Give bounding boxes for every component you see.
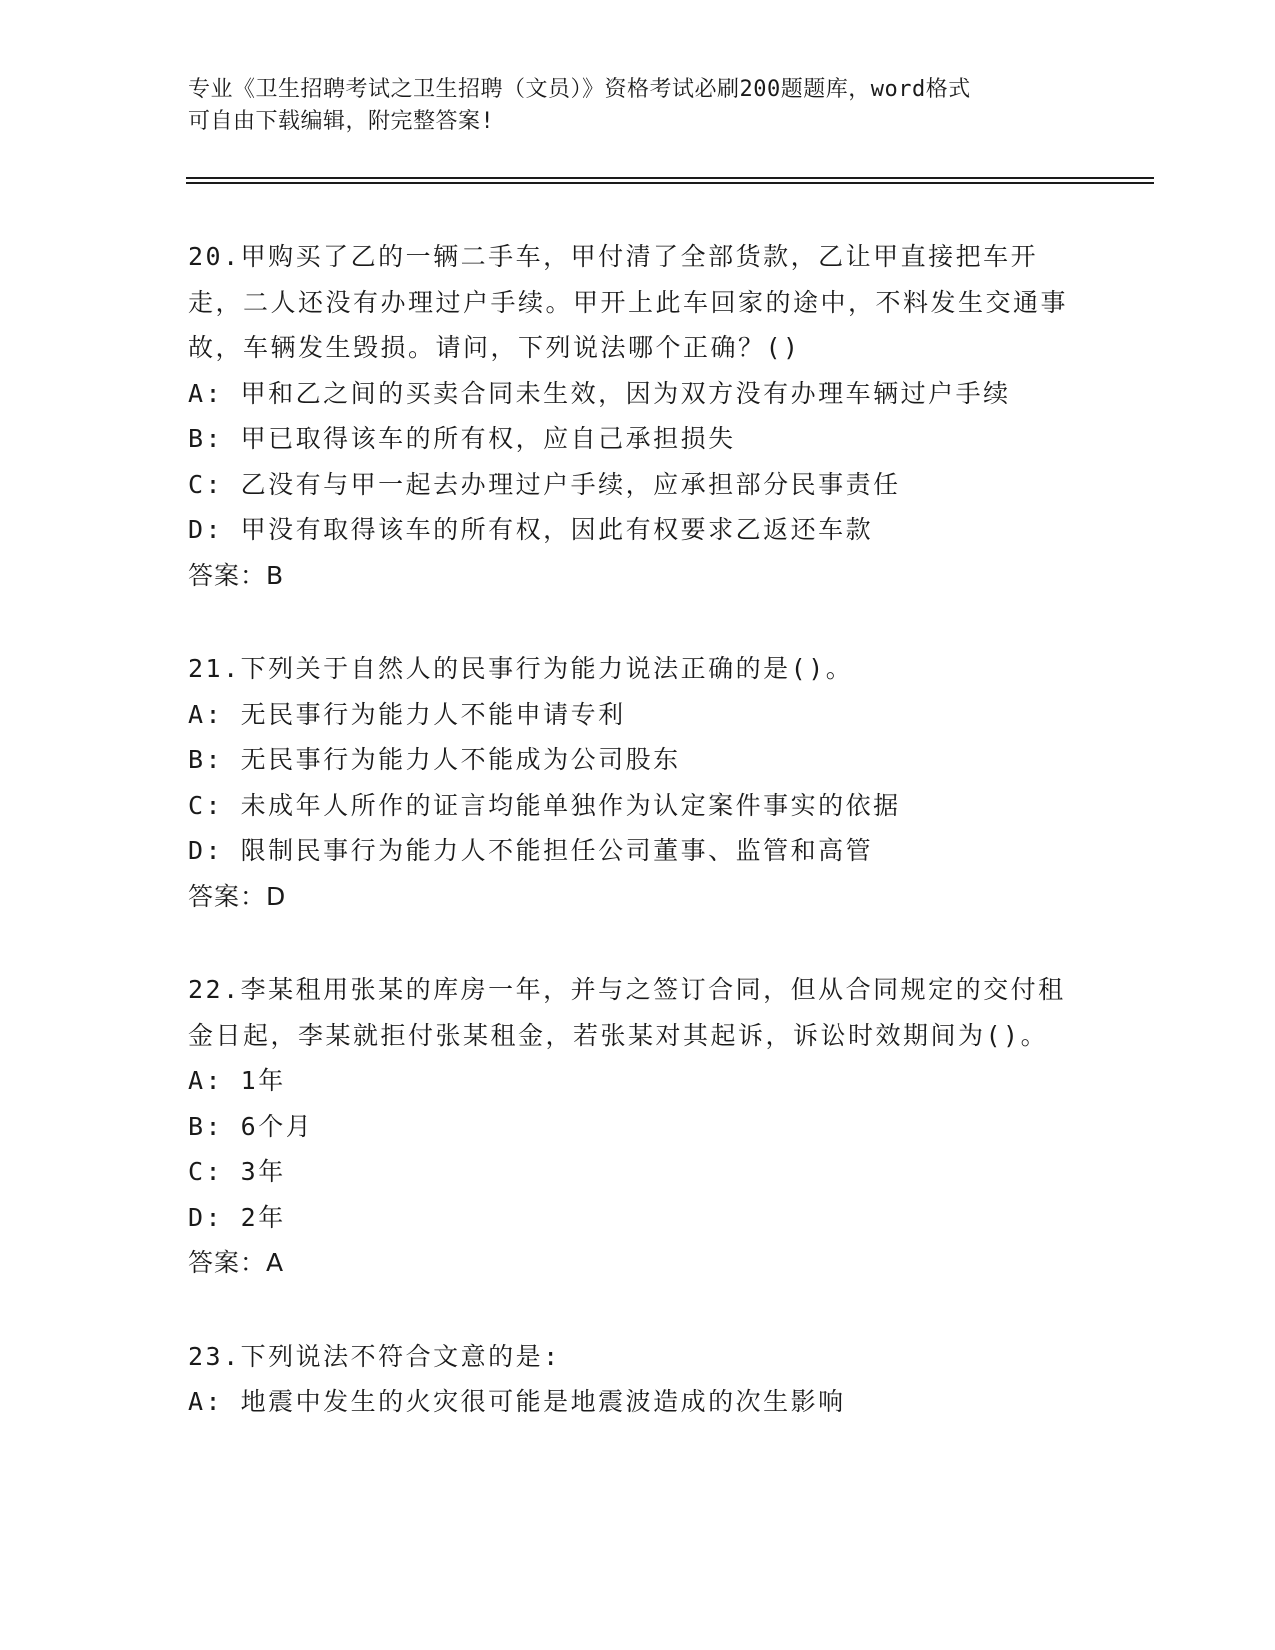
header-line-1: 专业《卫生招聘考试之卫生招聘（文员）》资格考试必刷200题题库，word格式 bbox=[188, 77, 971, 102]
option-d: D: 2年 bbox=[188, 1202, 286, 1232]
answer-line: 答案：B bbox=[188, 560, 285, 590]
option-d: D: 限制民事行为能力人不能担任公司董事、监管和高管 bbox=[188, 836, 874, 865]
question-21 bbox=[188, 646, 1088, 919]
option-d: D: 甲没有取得该车的所有权，因此有权要求乙返还车款 bbox=[188, 515, 874, 544]
answer-line: 答案：D bbox=[188, 881, 287, 911]
option-a: A: 甲和乙之间的买卖合同未生效，因为双方没有办理车辆过户手续 bbox=[188, 378, 1011, 408]
option-b: B: 甲已取得该车的所有权，应自己承担损失 bbox=[188, 424, 736, 453]
question-20 bbox=[188, 234, 1088, 598]
option-c: C: 3年 bbox=[188, 1157, 286, 1186]
question-stem: 22.李某租用张某的库房一年，并与之签订合同，但从合同规定的交付租金日起，李某就拒付张某租金，若张某对其起诉，诉讼时效期间为()。 bbox=[188, 975, 1066, 1050]
header-divider-bottom bbox=[186, 182, 1154, 184]
document-header bbox=[188, 74, 1088, 138]
header-line-2: 可自由下载编辑，附完整答案! bbox=[188, 109, 495, 134]
question-stem: 23.下列说法不符合文意的是: bbox=[188, 1341, 561, 1371]
option-b: B: 6个月 bbox=[188, 1111, 314, 1141]
option-c: C: 未成年人所作的证言均能单独作为认定案件事实的依据 bbox=[188, 790, 901, 820]
question-22 bbox=[188, 967, 1088, 1286]
option-a: A: 地震中发生的火灾很可能是地震波造成的次生影响 bbox=[188, 1387, 846, 1416]
option-b: B: 无民事行为能力人不能成为公司股东 bbox=[188, 745, 681, 774]
header-divider-top bbox=[186, 177, 1154, 179]
question-stem: 21.下列关于自然人的民事行为能力说法正确的是()。 bbox=[188, 654, 854, 683]
question-23 bbox=[188, 1334, 1088, 1425]
option-a: A: 无民事行为能力人不能申请专利 bbox=[188, 699, 626, 729]
answer-line: 答案：A bbox=[188, 1248, 285, 1277]
option-c: C: 乙没有与甲一起去办理过户手续，应承担部分民事责任 bbox=[188, 469, 901, 499]
question-stem: 20.甲购买了乙的一辆二手车，甲付清了全部货款，乙让甲直接把车开走，二人还没有办理过户手续。甲开上此车回家的途中，不料发生交通事故，车辆发生毁损。请问，下列说法哪个正确？() bbox=[188, 242, 1069, 362]
option-a: A: 1年 bbox=[188, 1066, 286, 1095]
question-list bbox=[188, 234, 1088, 1473]
